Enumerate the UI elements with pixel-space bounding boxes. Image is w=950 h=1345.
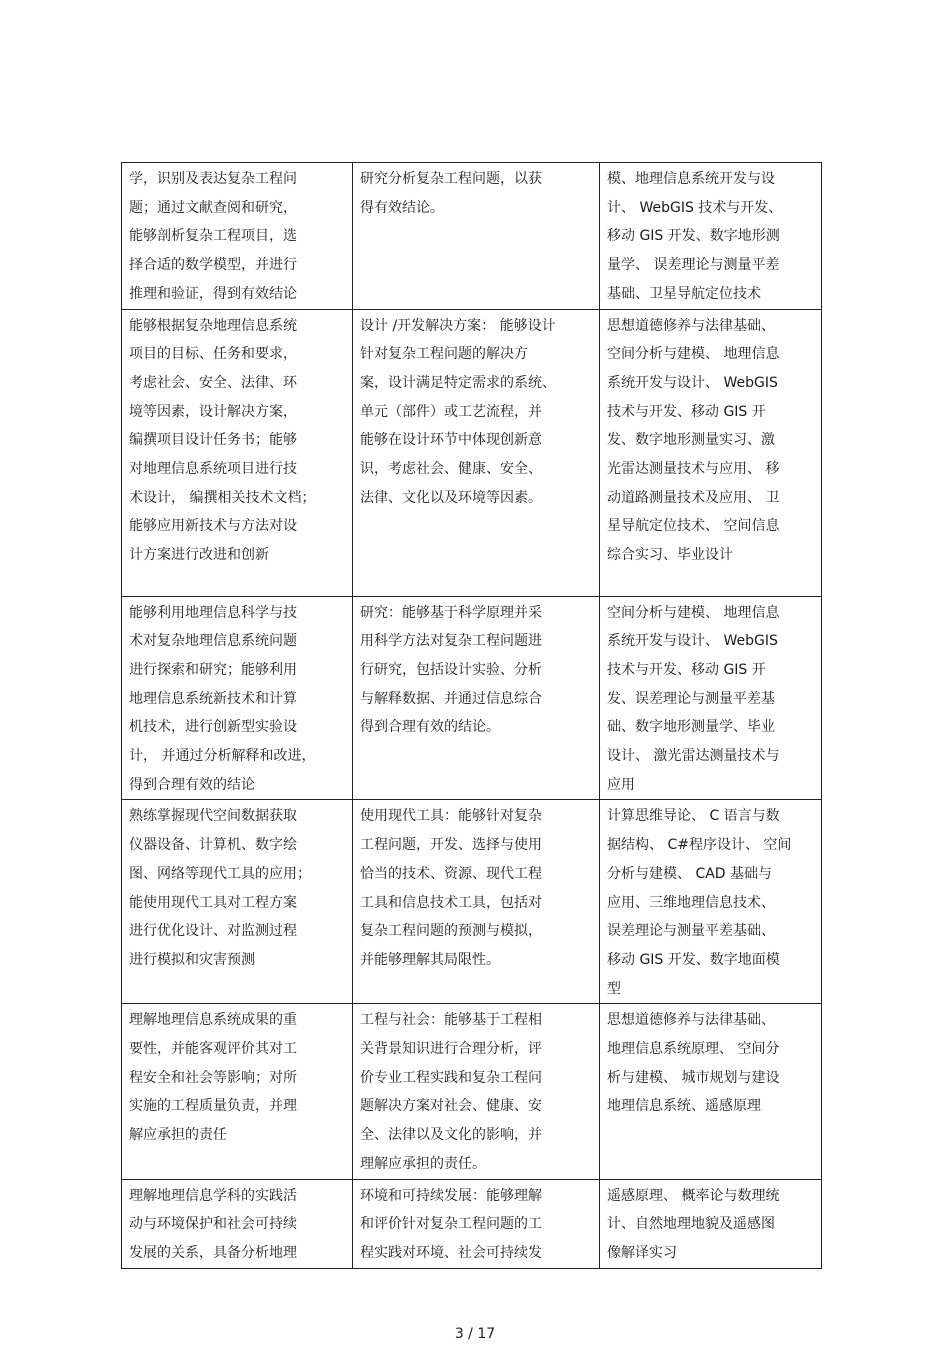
page-number: 3 / 17	[454, 1326, 496, 1342]
cell-text-line: 与解释数据、并通过信息综合	[360, 690, 542, 707]
cell-text-line: 针对复杂工程问题的解决方	[360, 346, 528, 363]
supporting-courses-cell	[600, 800, 822, 1004]
cell-text-line: 技术与开发、移动 GIS 开	[607, 403, 766, 420]
table-row	[122, 309, 822, 596]
cell-text-line: 应用	[607, 776, 635, 793]
cell-text-line: 系统开发与设计、 WebGIS	[607, 633, 778, 650]
cell-text-line: 复杂工程问题的预测与模拟，	[360, 923, 542, 940]
cell-text-line: 识，考虑社会、健康、安全、	[360, 461, 542, 478]
graduation-standard-cell	[353, 800, 600, 1004]
cell-text-line: 恰当的技术、资源、现代工程	[360, 865, 542, 882]
cell-text-line: 发展的关系，具备分析地理	[129, 1244, 297, 1261]
cell-text-line: 研究：能够基于科学原理并采	[360, 604, 542, 621]
cell-text-line: 推理和验证，得到有效结论	[129, 285, 297, 302]
cell-text-line: 熟练掌握现代空间数据获取	[129, 808, 297, 825]
cell-text-line: 空间分析与建模、 地理信息	[607, 604, 780, 621]
table-row	[122, 800, 822, 1004]
cell-text-line: 全、法律以及文化的影响，并	[360, 1127, 542, 1144]
cell-text-line: 地理信息系统新技术和计算	[129, 690, 297, 707]
cell-text-line: 地理信息系统原理、 空间分	[607, 1041, 780, 1058]
cell-text-line: 能够应用新技术与方法对设	[129, 518, 297, 535]
cell-text-line: 境等因素，设计解决方案，	[129, 403, 297, 420]
cell-text-line: 综合实习、毕业设计	[607, 547, 733, 564]
cell-text-line: 解应承担的责任	[129, 1127, 227, 1144]
cell-text-line: 能够根据复杂地理信息系统	[129, 317, 297, 334]
cell-text-line: 程安全和社会等影响；对所	[129, 1069, 297, 1086]
requirement-cell	[122, 163, 353, 310]
cell-text-line: 进行优化设计、对监测过程	[129, 923, 297, 940]
cell-text-line: 设计 /开发解决方案： 能够设计	[360, 317, 556, 334]
requirement-cell	[122, 596, 353, 800]
cell-text-line: 图、网络等现代工具的应用；	[129, 865, 311, 882]
cell-text-line: 择合适的数学模型，并进行	[129, 257, 297, 274]
cell-text-line: 价专业工程实践和复杂工程问	[360, 1069, 542, 1086]
cell-text-line: 误差理论与测量平差基础、	[607, 923, 775, 940]
cell-text-line: 用科学方法对复杂工程问题进	[360, 633, 542, 650]
cell-text-line: 地理信息系统、遥感原理	[607, 1098, 761, 1115]
requirement-cell	[122, 1004, 353, 1179]
cell-text-line: 思想道德修养与法律基础、	[607, 1012, 775, 1029]
cell-text-line: 机技术，进行创新型实验设	[129, 719, 297, 736]
cell-text-line: 工具和信息技术工具，包括对	[360, 894, 542, 911]
cell-text-line: 并能够理解其局限性。	[360, 951, 500, 968]
requirement-cell	[122, 800, 353, 1004]
curriculum-mapping-table	[121, 162, 822, 1269]
graduation-standard-cell	[353, 163, 600, 310]
cell-text-line: 光雷达测量技术与应用、 移	[607, 461, 780, 478]
cell-text-line: 量学、 误差理论与测量平差	[607, 257, 780, 274]
table-row	[122, 1179, 822, 1268]
cell-text-line: 理解地理信息系统成果的重	[129, 1012, 297, 1029]
cell-text-line: 技术与开发、移动 GIS 开	[607, 661, 766, 678]
cell-text-line: 进行探索和研究；能够利用	[129, 661, 297, 678]
cell-text-line: 理解应承担的责任。	[360, 1155, 486, 1172]
cell-text-line: 关背景知识进行合理分析，评	[360, 1041, 542, 1058]
cell-text-line: 程实践对环境、社会可持续发	[360, 1244, 542, 1261]
cell-text-line: 和评价针对复杂工程问题的工	[360, 1216, 542, 1233]
cell-text-line: 能够在设计环节中体现创新意	[360, 432, 542, 449]
cell-text-line: 环境和可持续发展：能够理解	[360, 1187, 542, 1204]
cell-text-line: 工程与社会：能够基于工程相	[360, 1012, 542, 1029]
cell-text-line: 移动 GIS 开发、数字地面模	[607, 951, 780, 968]
cell-text-line: 星导航定位技术、 空间信息	[607, 518, 780, 535]
cell-text-line: 计方案进行改进和创新	[129, 547, 269, 564]
cell-text-line: 题解决方案对社会、健康、安	[360, 1098, 542, 1115]
cell-text-line: 要性，并能客观评价其对工	[129, 1041, 297, 1058]
cell-text-line: 遥感原理、 概率论与数理统	[607, 1187, 780, 1204]
cell-text-line: 仪器设备、计算机、数字绘	[129, 837, 297, 854]
table-body	[122, 163, 822, 1269]
cell-text-line: 进行模拟和灾害预测	[129, 951, 255, 968]
supporting-courses-cell	[600, 309, 822, 596]
cell-text-line: 设计、 激光雷达测量技术与	[607, 748, 780, 765]
cell-text-line: 思想道德修养与法律基础、	[607, 317, 775, 334]
supporting-courses-cell	[600, 596, 822, 800]
cell-text-line: 应用、三维地理信息技术、	[607, 894, 775, 911]
cell-text-line: 移动 GIS 开发、数字地形测	[607, 228, 780, 245]
cell-text-line: 型	[607, 980, 621, 997]
cell-text-line: 能够利用地理信息科学与技	[129, 604, 297, 621]
cell-text-line: 模、地理信息系统开发与设	[607, 171, 775, 187]
table-row	[122, 163, 822, 310]
cell-text-line: 得有效结论。	[360, 199, 444, 216]
cell-text-line: 分析与建模、 CAD 基础与	[607, 865, 773, 882]
cell-text-line: 发、数字地形测量实习、激	[607, 432, 775, 449]
graduation-standard-cell	[353, 1179, 600, 1268]
graduation-standard-cell	[353, 1004, 600, 1179]
requirement-cell	[122, 1179, 353, 1268]
cell-text-line: 能使用现代工具对工程方案	[129, 894, 297, 911]
cell-text-line: 计、自然地理地貌及遥感图	[607, 1216, 775, 1233]
cell-text-line: 析与建模、 城市规划与建设	[607, 1069, 780, 1086]
cell-text-line: 动道路测量技术及应用、 卫	[607, 489, 780, 506]
cell-text-line: 理解地理信息学科的实践活	[129, 1187, 297, 1204]
cell-text-line: 得到合理有效的结论	[129, 776, 255, 793]
cell-text-line: 实施的工程质量负责，并理	[129, 1098, 297, 1115]
cell-text-line: 据结构、 C#程序设计、 空间	[607, 837, 792, 854]
cell-text-line: 得到合理有效的结论。	[360, 719, 500, 736]
cell-text-line: 单元（部件）或工艺流程，并	[360, 403, 542, 420]
cell-text-line: 题；通过文献查阅和研究，	[129, 199, 297, 216]
table-row	[122, 1004, 822, 1179]
cell-text-line: 法律、文化以及环境等因素。	[360, 489, 542, 506]
cell-text-line: 使用现代工具：能够针对复杂	[360, 808, 542, 825]
cell-text-line: 基础、卫星导航定位技术	[607, 285, 761, 302]
cell-text-line: 计算思维导论、 C 语言与数	[607, 808, 780, 825]
cell-text-line: 系统开发与设计、 WebGIS	[607, 374, 778, 391]
cell-text-line: 对地理信息系统项目进行技	[129, 461, 297, 478]
graduation-standard-cell	[353, 596, 600, 800]
cell-text-line: 项目的目标、任务和要求，	[129, 346, 297, 363]
cell-text-line: 发、误差理论与测量平差基	[607, 690, 775, 707]
graduation-standard-cell	[353, 309, 600, 596]
cell-text-line: 像解译实习	[607, 1244, 677, 1261]
cell-text-line: 础、数字地形测量学、毕业	[607, 719, 775, 736]
cell-text-line: 学，识别及表达复杂工程问	[129, 171, 297, 187]
cell-text-line: 工程问题，开发、选择与使用	[360, 837, 542, 854]
requirement-cell	[122, 309, 353, 596]
cell-text-line: 术对复杂地理信息系统问题	[129, 633, 297, 650]
supporting-courses-cell	[600, 163, 822, 310]
cell-text-line: 能够剖析复杂工程项目，选	[129, 228, 297, 245]
cell-text-line: 术设计， 编撰相关技术文档；	[129, 489, 316, 506]
cell-text-line: 编撰项目设计任务书；能够	[129, 432, 297, 449]
cell-text-line: 计， 并通过分析解释和改进，	[129, 748, 316, 765]
supporting-courses-cell	[600, 1004, 822, 1179]
cell-text-line: 案，设计满足特定需求的系统、	[360, 374, 556, 391]
cell-text-line: 空间分析与建模、 地理信息	[607, 346, 780, 363]
cell-text-line: 动与环境保护和社会可持续	[129, 1216, 297, 1233]
cell-text-line: 考虑社会、安全、法律、环	[129, 374, 297, 391]
cell-text-line: 研究分析复杂工程问题，以获	[360, 171, 542, 187]
cell-text-line: 计、 WebGIS 技术与开发、	[607, 199, 783, 216]
table-row	[122, 596, 822, 800]
cell-text-line: 行研究，包括设计实验、分析	[360, 661, 542, 678]
supporting-courses-cell	[600, 1179, 822, 1268]
